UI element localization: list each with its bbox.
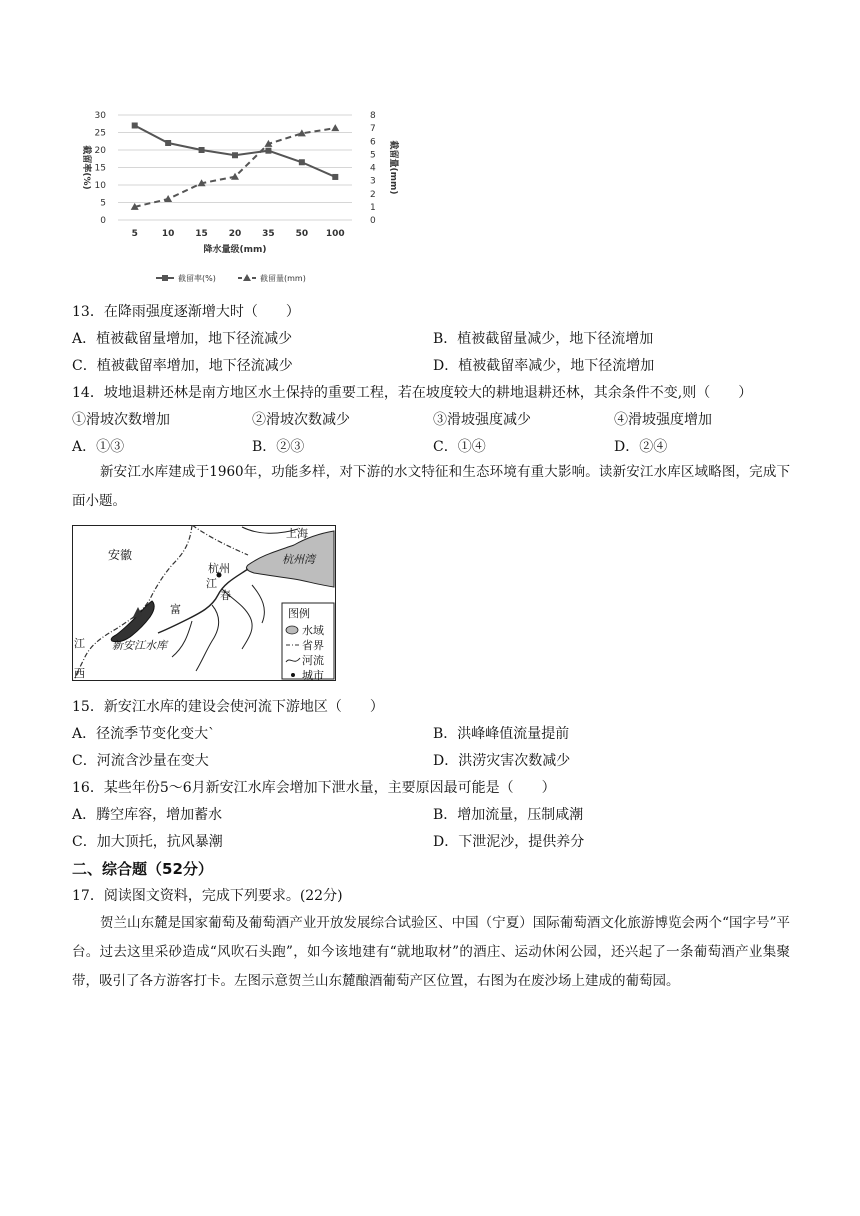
data-point-triangle <box>331 124 339 131</box>
left-tick-label: 25 <box>94 128 106 139</box>
data-point-square <box>199 147 205 153</box>
map-legend-title: 图例 <box>288 607 310 620</box>
right-tick-label: 7 <box>370 124 376 135</box>
data-point-square <box>299 159 305 165</box>
map-label-shanghai: 上海 <box>286 527 308 540</box>
q13-option-d[interactable]: D．植被截留率减少，地下径流增加 <box>433 358 655 374</box>
q14-option-a[interactable]: A．①③ <box>72 439 125 455</box>
map-label-reservoir: 新安江水库 <box>112 639 167 652</box>
data-point-square <box>265 148 271 154</box>
q16-option-b[interactable]: B．增加流量，压制咸潮 <box>433 807 584 823</box>
q16-stem: 16．某些年份5～6月新安江水库会增加下泄水量，主要原因最可能是（ ） <box>72 780 556 796</box>
left-tick-label: 20 <box>94 146 106 156</box>
right-tick-label: 3 <box>370 176 376 187</box>
right-tick-label: 6 <box>370 137 376 148</box>
data-point-square <box>165 140 171 146</box>
data-point-square <box>132 123 138 129</box>
data-point-square <box>232 152 238 158</box>
right-tick-label: 8 <box>370 111 376 121</box>
q16-option-c[interactable]: C．加大顶托，抗风暴潮 <box>72 834 223 850</box>
left-axis-title: 截留率(%) <box>81 145 91 190</box>
q16-option-d[interactable]: D．下泄泥沙，提供养分 <box>433 834 585 850</box>
map-label-fu: 富 <box>170 603 181 616</box>
data-point-square <box>332 174 338 180</box>
q15-option-c[interactable]: C．河流含沙量在变大 <box>72 753 209 769</box>
q14-stem: 14．坡地退耕还林是南方地区水土保持的重要工程，若在坡度较大的耕地退耕还林，其余条件不变,则（ ） <box>72 385 753 401</box>
map-label-hangzhou-bay: 杭州湾 <box>282 553 315 566</box>
q15-option-b[interactable]: B．洪峰峰值流量提前 <box>433 726 570 742</box>
right-tick-label: 4 <box>370 163 376 174</box>
x-tick-label: 15 <box>195 229 208 239</box>
map-label-chun: 春 <box>220 589 231 602</box>
reservoir-intro: 新安江水库建成于1960年，功能多样，对下游的水文特征和生态环境有重大影响。读新安江水库区域略图，完成下面小题。 <box>72 464 790 509</box>
map-legend-boundary: 省界 <box>302 639 324 652</box>
map-legend-water: 水域 <box>302 624 324 637</box>
q17-passage: 贺兰山东麓是国家葡萄及葡萄酒产业开放发展综合试验区、中国（宁夏）国际葡萄酒文化旅游博览会两个“国字号”平台。过去这里采砂造成“风吹石头跑”，如今该地建有“就地取材”的酒庄、运动休闲公园，还兴起了一条葡萄酒产业集聚带，吸引了各方游客打卡。左图示意贺兰山东麓酿酒葡萄产区位置，右图为在废沙场上建成的葡萄园。 <box>72 915 790 989</box>
map-label-left-edge: 江 <box>74 637 85 650</box>
q14-item-3: ③滑坡强度减少 <box>433 412 531 428</box>
q13-option-a[interactable]: A．植被截留量增加，地下径流减少 <box>72 331 293 347</box>
right-axis-title: 截留量(mm) <box>388 140 398 195</box>
left-tick-label: 5 <box>100 198 106 209</box>
legend-label: 截留量(mm) <box>260 274 306 283</box>
q13-option-b[interactable]: B．植被截留量减少，地下径流增加 <box>433 331 654 347</box>
q17-stem: 17．阅读图文资料，完成下列要求。(22分) <box>72 888 343 904</box>
legend-marker-square <box>162 275 168 281</box>
x-tick-label: 50 <box>295 229 309 239</box>
q15-option-a[interactable]: A．径流季节变化变大` <box>72 726 216 742</box>
data-point-triangle <box>164 195 172 202</box>
map-label-jiang: 江 <box>206 577 217 590</box>
interception-chart <box>60 100 420 300</box>
map-label-anhui: 安徽 <box>108 548 133 562</box>
data-point-triangle <box>231 173 239 180</box>
map-label-left-edge: 西 <box>74 667 85 680</box>
q14-option-c[interactable]: C．①④ <box>433 439 486 455</box>
q14-option-b[interactable]: B．②③ <box>252 439 305 455</box>
q15-stem: 15．新安江水库的建设会使河流下游地区（ ） <box>72 699 384 715</box>
reservoir-map <box>72 525 336 681</box>
legend-marker-triangle <box>243 274 251 281</box>
q14-item-2: ②滑坡次数减少 <box>252 412 350 428</box>
x-tick-label: 35 <box>262 229 275 239</box>
x-tick-label: 20 <box>228 229 242 239</box>
left-tick-label: 0 <box>100 216 106 226</box>
right-tick-label: 5 <box>370 150 376 161</box>
q14-item-4: ④滑坡强度增加 <box>614 412 712 428</box>
q13-stem: 13．在降雨强度逐渐增大时（ ） <box>72 304 300 320</box>
left-tick-label: 15 <box>94 163 106 174</box>
right-tick-label: 0 <box>370 216 376 226</box>
q15-option-d[interactable]: D．洪涝灾害次数减少 <box>433 753 571 769</box>
right-tick-label: 2 <box>370 189 376 200</box>
x-tick-label: 100 <box>325 229 345 239</box>
x-tick-label: 10 <box>161 229 175 239</box>
map-label-hangzhou: 杭州 <box>208 562 230 575</box>
x-tick-label: 5 <box>131 229 138 239</box>
map-legend-river: 河流 <box>302 654 324 667</box>
q13-option-c[interactable]: C．植被截留率增加，地下径流减少 <box>72 358 293 374</box>
q16-option-a[interactable]: A．腾空库容，增加蓄水 <box>72 807 223 823</box>
left-tick-label: 10 <box>94 181 106 191</box>
map-legend-city: 城市 <box>302 669 324 681</box>
q14-item-1: ①滑坡次数增加 <box>72 412 170 428</box>
section-heading: 二、综合题（52分） <box>72 860 213 878</box>
x-axis-title: 降水量级(mm) <box>203 245 267 255</box>
left-tick-label: 30 <box>94 111 106 121</box>
q14-option-d[interactable]: D．②④ <box>614 439 668 455</box>
legend-label: 截留率(%) <box>178 274 216 283</box>
right-tick-label: 1 <box>370 202 376 213</box>
